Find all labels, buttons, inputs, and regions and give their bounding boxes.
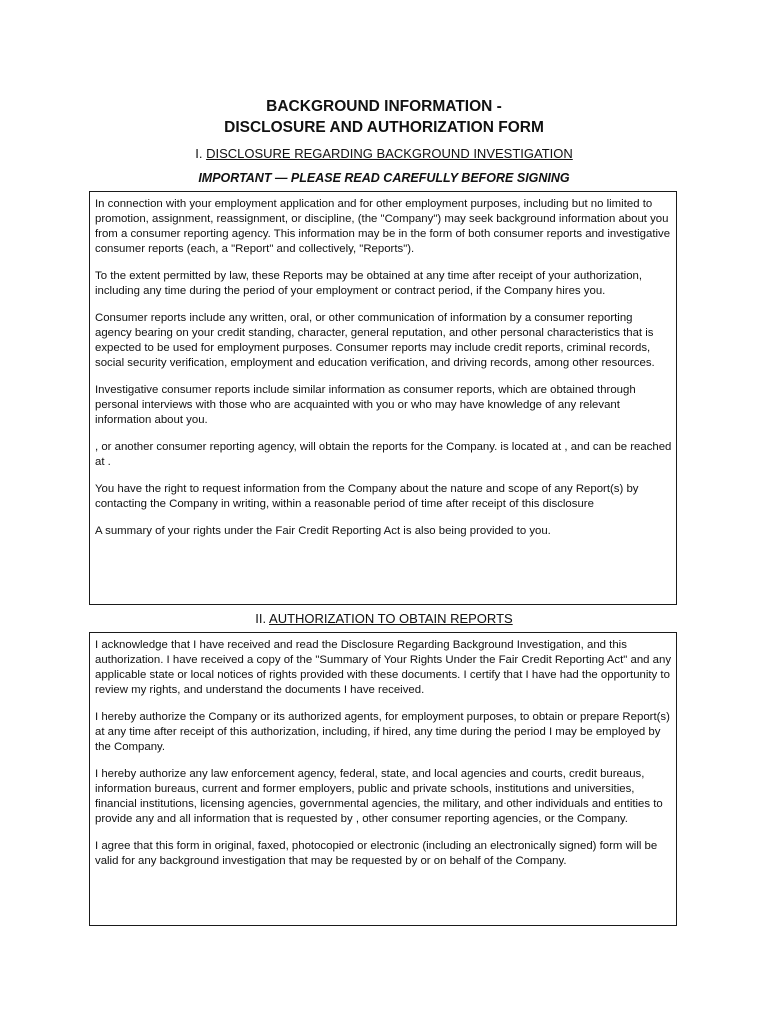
disclosure-paragraph: In connection with your employment application and for other employment purposes, including but no limited to promotion, assignment, reassignment, or discipline, (the "Company") may seek background information about you from a consumer reporting agency. This information may be in the form of both consumer reports and investigative consumer reports (each, a "Report" and collectively, "Reports"). bbox=[95, 198, 671, 255]
authorization-box bbox=[89, 632, 677, 926]
section-2-title: AUTHORIZATION TO OBTAIN REPORTS bbox=[269, 611, 513, 626]
disclosure-paragraph: , or another consumer reporting agency, will obtain the reports for the Company. is located at , and can be reached at . bbox=[95, 441, 672, 468]
disclosure-paragraph: Consumer reports include any written, oral, or other communication of information by a consumer reporting agency bearing on your credit standing, character, general reputation, and other personal characteristics that is expected to be used for employment purposes. Consumer reports may include credit reports, criminal records, social security verification, employment and education verification, and driving records, among other resources. bbox=[95, 312, 655, 369]
section-2-heading bbox=[0, 610, 768, 628]
section-2-number: II. bbox=[255, 611, 270, 626]
authorization-paragraph: I acknowledge that I have received and read the Disclosure Regarding Background Investigation, and this authorization. I have received a copy of the "Summary of Your Rights Under the Fair Credit Reporting Act" and any applicable state or local notices of rights provided with these documents. I certify that I have had the opportunity to review my rights, and understand the documents I have received. bbox=[95, 639, 672, 696]
section-1-number: I. bbox=[195, 146, 207, 161]
disclosure-paragraph: To the extent permitted by law, these Reports may be obtained at any time after receipt of your authorization, including any time during the period of your employment or contract period, if the Company hires you. bbox=[95, 270, 643, 297]
disclosure-paragraph: A summary of your rights under the Fair Credit Reporting Act is also being provided to you. bbox=[95, 525, 551, 537]
authorization-paragraph: I hereby authorize the Company or its authorized agents, for employment purposes, to obtain or prepare Report(s) at any time after receipt of this authorization, including, if hired, any time during the period I may be employed by the Company. bbox=[95, 711, 670, 753]
authorization-paragraph: I agree that this form in original, faxed, photocopied or electronic (including an electronically signed) form will be valid for any background investigation that may be requested by or on behalf of the Company. bbox=[95, 840, 658, 867]
section-1-title: DISCLOSURE REGARDING BACKGROUND INVESTIGATION bbox=[206, 146, 573, 161]
document-title-line-1: BACKGROUND INFORMATION - bbox=[266, 98, 502, 115]
disclosure-paragraph: You have the right to request information from the Company about the nature and scope of any Report(s) by contacting the Company in writing, within a reasonable period of time after receipt of this disclosure bbox=[95, 483, 639, 510]
document-title-line-2: DISCLOSURE AND AUTHORIZATION FORM bbox=[224, 119, 544, 136]
important-notice: IMPORTANT — PLEASE READ CAREFULLY BEFORE SIGNING bbox=[198, 171, 570, 185]
section-1-heading bbox=[0, 145, 768, 163]
authorization-paragraph: I hereby authorize any law enforcement agency, federal, state, and local agencies and courts, credit bureaus, information bureaus, current and former employers, public and private schools, institutions and universities, financial institutions, licensing agencies, governmental agencies, the military, and other individuals and entities to provide any and all information that is requested by , other consumer reporting agencies, or the Company. bbox=[95, 768, 663, 825]
disclosure-paragraph: Investigative consumer reports include similar information as consumer reports, which are obtained through personal interviews with those who are acquainted with you or who may have knowledge of any relevant information about you. bbox=[95, 384, 636, 426]
disclosure-box bbox=[89, 191, 677, 605]
